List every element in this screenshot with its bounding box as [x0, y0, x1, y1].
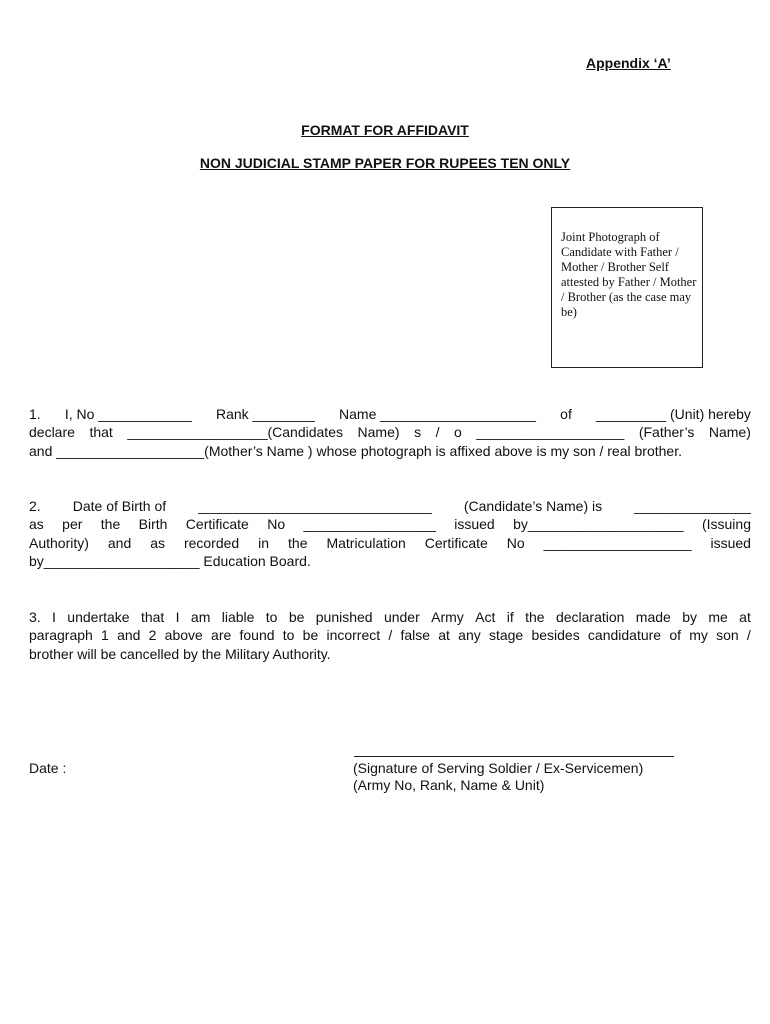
word: declaration	[555, 609, 625, 625]
word: am	[190, 609, 211, 625]
paragraph-1-line-1	[29, 405, 751, 423]
paragraph-1-line-3	[29, 442, 751, 460]
word: I	[52, 609, 56, 625]
word: as	[150, 534, 165, 551]
word: paragraph	[29, 627, 93, 644]
word: that	[140, 609, 165, 625]
paragraph-1	[29, 405, 751, 460]
word: I	[175, 609, 180, 625]
word: /	[388, 627, 393, 644]
paragraph-2-line-4	[29, 552, 751, 570]
word: be	[288, 609, 305, 625]
word: punished	[315, 609, 373, 625]
word: son	[716, 627, 739, 644]
document-title: FORMAT FOR AFFIDAVIT	[301, 122, 469, 138]
photograph-box	[551, 207, 703, 368]
para1-number: 1.	[29, 406, 41, 422]
photograph-instructions: Joint Photograph of Candidate with Father / Mother / Brother Self attested by Father / Mother / Brother (as the case may be)	[561, 230, 697, 319]
word: above	[164, 627, 203, 644]
word: liable	[221, 609, 255, 625]
para2-dob-blank: ______________________________	[198, 498, 432, 514]
word: Army	[431, 609, 464, 625]
word: found	[239, 627, 275, 644]
word: made	[635, 609, 671, 625]
word: the	[288, 534, 308, 551]
word: the	[100, 516, 121, 533]
word: Authority)	[29, 534, 89, 551]
word: at	[438, 627, 450, 644]
word: candidature	[587, 627, 662, 644]
signature-details-caption: (Army No, Rank, Name & Unit)	[353, 777, 545, 793]
word: the	[525, 609, 545, 625]
word: and	[107, 534, 132, 551]
para2-candidate-label: (Candidate’s Name) is	[463, 498, 603, 514]
word: No	[506, 534, 525, 551]
word: s	[414, 424, 422, 441]
para2-candidate-blank: _______________	[634, 498, 751, 514]
word: be	[302, 627, 319, 644]
paragraph-3-line-1	[29, 608, 751, 626]
para1-army-no: I, No ____________	[64, 406, 192, 422]
word: me	[708, 609, 728, 625]
word: any	[458, 627, 481, 644]
word: recorded	[183, 534, 240, 551]
para1-unit: _________ (Unit) hereby	[596, 406, 751, 422]
paragraph-2-line-4-text: by____________________ Education Board.	[29, 552, 311, 569]
paragraph-3-line-3	[29, 645, 751, 663]
word: 3.	[29, 609, 41, 625]
paragraph-2-line-2	[29, 515, 751, 533]
paragraph-2-line-3	[29, 534, 751, 552]
word: to	[265, 609, 278, 625]
word: at	[739, 609, 751, 625]
word: Act	[475, 609, 496, 625]
word: undertake	[67, 609, 130, 625]
word: Name)	[357, 424, 400, 441]
word: to	[282, 627, 295, 644]
word: if	[506, 609, 514, 625]
signature-caption: (Signature of Serving Soldier / Ex-Servicemen)	[353, 760, 644, 776]
word: stage	[488, 627, 524, 644]
paragraph-1-line-2	[29, 423, 751, 441]
word: per	[62, 516, 83, 533]
para2-dob-label: Date of Birth of	[72, 498, 167, 514]
word: incorrect	[326, 627, 381, 644]
paragraph-3-line-2	[29, 626, 751, 644]
word: as	[29, 516, 44, 533]
word: ___________________	[476, 424, 625, 441]
word: my	[689, 627, 708, 644]
date-label: Date :	[29, 760, 67, 776]
para1-of: of	[560, 406, 572, 422]
word: issued	[454, 516, 495, 533]
word: false	[400, 627, 431, 644]
word: (Father’s	[638, 424, 695, 441]
para2-number: 2.	[29, 498, 41, 514]
document-subtitle: NON JUDICIAL STAMP PAPER FOR RUPEES TEN ONLY	[199, 155, 571, 171]
word: issued	[710, 534, 751, 551]
word: (Issuing	[701, 516, 751, 533]
paragraph-2	[29, 497, 751, 570]
word: 1	[101, 627, 109, 644]
para1-rank: Rank ________	[215, 406, 315, 422]
word: No	[267, 516, 286, 533]
appendix-label: Appendix ‘A’	[586, 55, 671, 71]
word: by____________________	[513, 516, 684, 533]
word: Certificate	[185, 516, 249, 533]
word: 2	[148, 627, 157, 644]
word: under	[383, 609, 420, 625]
word: that	[89, 424, 113, 441]
word: Certificate	[424, 534, 488, 551]
word: are	[211, 627, 232, 644]
word: and	[117, 627, 141, 644]
word: o	[454, 424, 462, 441]
word: _________________	[303, 516, 436, 533]
word: in	[258, 534, 270, 551]
word: Name)	[708, 424, 751, 441]
word: __________________(Candidates	[127, 424, 343, 441]
word: /	[435, 424, 440, 441]
word: of	[669, 627, 681, 644]
word: /	[746, 627, 751, 644]
word: ___________________	[543, 534, 692, 551]
paragraph-3	[29, 608, 751, 663]
para1-name: Name ____________________	[339, 406, 536, 422]
paragraph-3-line-3-text: brother will be cancelled by the Military Authority.	[29, 645, 331, 662]
word: declare	[29, 424, 75, 441]
paragraph-2-line-1	[29, 497, 751, 515]
word: Birth	[138, 516, 168, 533]
word: besides	[531, 627, 580, 644]
word: by	[682, 609, 697, 625]
word: Matriculation	[326, 534, 406, 551]
signature-line	[354, 756, 674, 757]
paragraph-1-line-3-text: and ___________________(Mother’s Name ) whose photograph is affixed above is my son / real brother.	[29, 442, 682, 459]
